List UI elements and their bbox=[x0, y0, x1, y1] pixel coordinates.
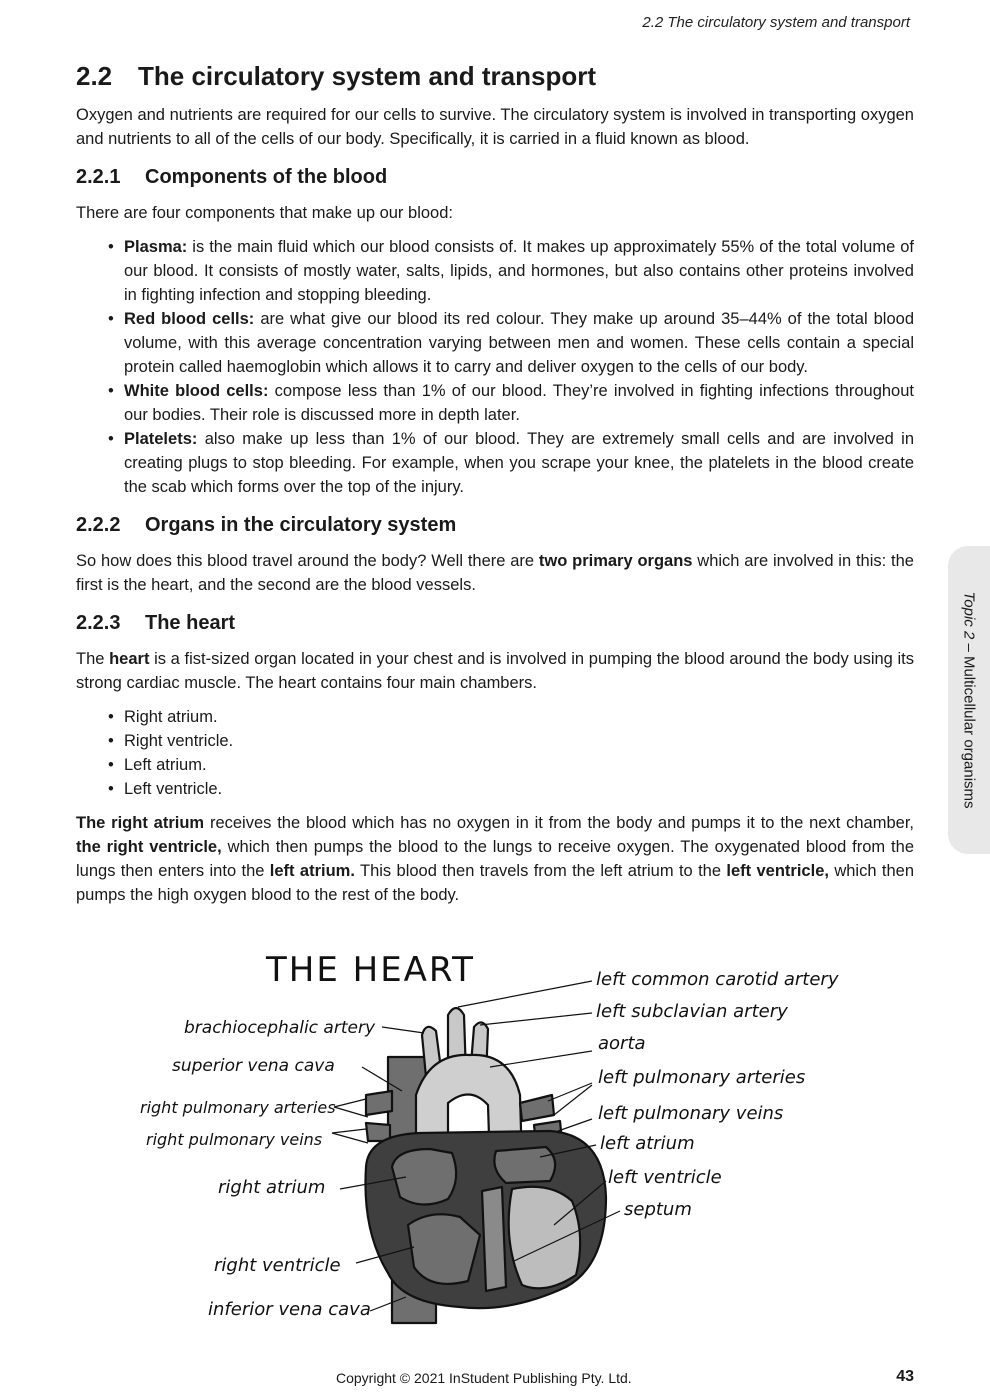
list-item: • Right ventricle. bbox=[124, 729, 914, 753]
label-left-ventricle: left ventricle bbox=[608, 1167, 722, 1188]
list-item-platelets bbox=[124, 427, 914, 499]
desc-plasma: is the main fluid which our blood consists of. It makes up approximately 55% of the total volume of our blood. It consists of mostly water, salts, lipids, and hormones, but also contains other proteins involved in fighting infection and stopping bleeding. bbox=[124, 237, 914, 304]
list-item: • Right atrium. bbox=[124, 705, 914, 729]
subsection-number: 2.2.2 bbox=[76, 513, 121, 536]
bold-run: two primary organs bbox=[538, 551, 693, 570]
heart-chambers-list bbox=[76, 705, 914, 801]
label-brachiocephalic-artery: brachiocephalic artery bbox=[184, 1018, 376, 1038]
pointer-line bbox=[382, 1027, 424, 1033]
subsection-heading-components bbox=[76, 165, 914, 189]
desc-white-blood-cells: compose less than 1% of our blood. They’re involved in fighting infections throughout our bodies. Their role is discussed more in depth later. bbox=[124, 381, 914, 424]
pointer-line bbox=[334, 1099, 366, 1107]
bold-run: the right ventricle, bbox=[76, 837, 222, 856]
topic-number: Topic 2 bbox=[960, 591, 978, 640]
label-left-subclavian-artery: left subclavian artery bbox=[596, 1001, 788, 1022]
term-plasma: Plasma: bbox=[124, 237, 188, 256]
septum-shape bbox=[482, 1187, 506, 1291]
subsection-title: Organs in the circulatory system bbox=[145, 513, 457, 536]
pointer-line bbox=[480, 1013, 592, 1025]
pointer-line bbox=[554, 1085, 592, 1115]
list-item: • Left ventricle. bbox=[124, 777, 914, 801]
label-septum: septum bbox=[624, 1199, 692, 1220]
pointer-line bbox=[548, 1083, 592, 1101]
list-item: • Left atrium. bbox=[124, 753, 914, 777]
pointer-line bbox=[334, 1107, 368, 1117]
bold-run: left ventricle, bbox=[726, 861, 829, 880]
label-aorta: aorta bbox=[598, 1033, 646, 1054]
subsection-number: 2.2.3 bbox=[76, 611, 121, 634]
label-left-pulmonary-arteries: left pulmonary arteries bbox=[598, 1067, 806, 1088]
desc-red-blood-cells: are what give our blood its red colour. They make up around 35–44% of the total blood volume, with this average concentration varying between men and women. These cells contain a special protein called haemoglobin which allows it to carry and deliver oxygen to the cells of our body. bbox=[124, 309, 914, 376]
list-item-white-blood-cells bbox=[124, 379, 914, 427]
subsection-title: Components of the blood bbox=[145, 165, 388, 188]
pointer-line bbox=[332, 1133, 368, 1143]
bold-run: left atrium. bbox=[269, 861, 355, 880]
page-content bbox=[76, 60, 914, 917]
components-intro: There are four components that make up our blood: bbox=[76, 203, 453, 222]
label-right-pulmonary-arteries: right pulmonary arteries bbox=[140, 1098, 336, 1117]
label-right-ventricle: right ventricle bbox=[214, 1255, 341, 1276]
pointer-line bbox=[332, 1129, 366, 1133]
text-run: So how does this blood travel around the body? Well there are bbox=[76, 551, 539, 570]
left-ventricle-shape bbox=[509, 1187, 580, 1289]
text-run: receives the blood which has no oxygen in it from the body and pumps it to the next chamber, bbox=[204, 813, 914, 832]
copyright-notice: Copyright © 2021 InStudent Publishing Pty. Ltd. bbox=[336, 1370, 632, 1386]
heart-diagram bbox=[130, 935, 870, 1335]
label-superior-vena-cava: superior vena cava bbox=[172, 1056, 335, 1076]
label-inferior-vena-cava: inferior vena cava bbox=[208, 1299, 371, 1320]
label-left-pulmonary-veins: left pulmonary veins bbox=[598, 1103, 784, 1124]
right-pulmonary-artery-shape bbox=[366, 1091, 392, 1115]
term-platelets: Platelets: bbox=[124, 429, 198, 448]
section-intro: Oxygen and nutrients are required for our cells to survive. The circulatory system is involved in transporting oxygen and nutrients to all of the cells of our body. Specifically, it is carried in a fluid known as blood. bbox=[76, 105, 914, 148]
bold-run: heart bbox=[109, 649, 150, 668]
text-run: which then pumps the high oxygen blood to the rest of the body. bbox=[76, 861, 914, 904]
left-atrium-shape bbox=[494, 1147, 555, 1183]
term-red-blood-cells: Red blood cells: bbox=[124, 309, 255, 328]
text-run: which are involved in this: the first is the heart, and the second are the blood vessels. bbox=[76, 551, 914, 594]
list-item-red-blood-cells bbox=[124, 307, 914, 379]
list-item-plasma bbox=[124, 235, 914, 307]
topic-name: Multicellular organisms bbox=[960, 655, 978, 809]
label-right-atrium: right atrium bbox=[218, 1177, 326, 1198]
term-white-blood-cells: White blood cells: bbox=[124, 381, 269, 400]
text-run: This blood then travels from the left atrium to the bbox=[354, 861, 727, 880]
subsection-heading-heart bbox=[76, 611, 914, 635]
left-pulmonary-artery-shape bbox=[520, 1095, 554, 1121]
section-title: The circulatory system and transport bbox=[138, 61, 597, 91]
topic-side-tab bbox=[948, 546, 990, 854]
label-right-pulmonary-veins: right pulmonary veins bbox=[146, 1130, 323, 1149]
text-run: is a fist-sized organ located in your chest and is involved in pumping the blood around the body using its strong cardiac muscle. The heart contains four main chambers. bbox=[76, 649, 914, 692]
subsection-number: 2.2.1 bbox=[76, 165, 121, 188]
blood-components-list bbox=[76, 235, 914, 499]
bold-run: The right atrium bbox=[76, 813, 205, 832]
text-run: which then pumps the blood to the lungs to receive oxygen. The oxygenated blood from the lungs then enters into the bbox=[76, 837, 914, 880]
organs-paragraph bbox=[76, 549, 914, 597]
right-atrium-shape bbox=[392, 1149, 456, 1205]
topic-side-tab-label bbox=[961, 591, 978, 808]
topic-dash: – bbox=[960, 639, 978, 656]
text-run: The bbox=[76, 649, 110, 668]
label-left-atrium: left atrium bbox=[600, 1133, 695, 1154]
pointer-line bbox=[458, 981, 592, 1007]
subsection-title: The heart bbox=[145, 611, 236, 634]
pointer-line bbox=[558, 1119, 592, 1131]
desc-platelets: also make up less than 1% of our blood. They are extremely small cells and are involved in creating plugs to stop bleeding. For example, when you scrape your knee, the platelets in the blood create the scab which forms over the top of the injury. bbox=[124, 429, 914, 496]
heart-illustration bbox=[130, 935, 870, 1335]
section-number: 2.2 bbox=[76, 61, 113, 91]
running-head: 2.2 The circulatory system and transport bbox=[642, 14, 910, 31]
page-number: 43 bbox=[896, 1368, 914, 1385]
diagram-title: THE HEART bbox=[266, 950, 475, 990]
section-heading bbox=[76, 60, 914, 93]
right-ventricle-shape bbox=[408, 1214, 480, 1284]
blood-flow-paragraph bbox=[76, 811, 914, 907]
label-left-common-carotid-artery: left common carotid artery bbox=[596, 969, 839, 990]
subsection-heading-organs bbox=[76, 513, 914, 537]
pointer-line bbox=[490, 1051, 592, 1067]
heart-drawing bbox=[365, 1008, 606, 1323]
heart-paragraph bbox=[76, 647, 914, 695]
